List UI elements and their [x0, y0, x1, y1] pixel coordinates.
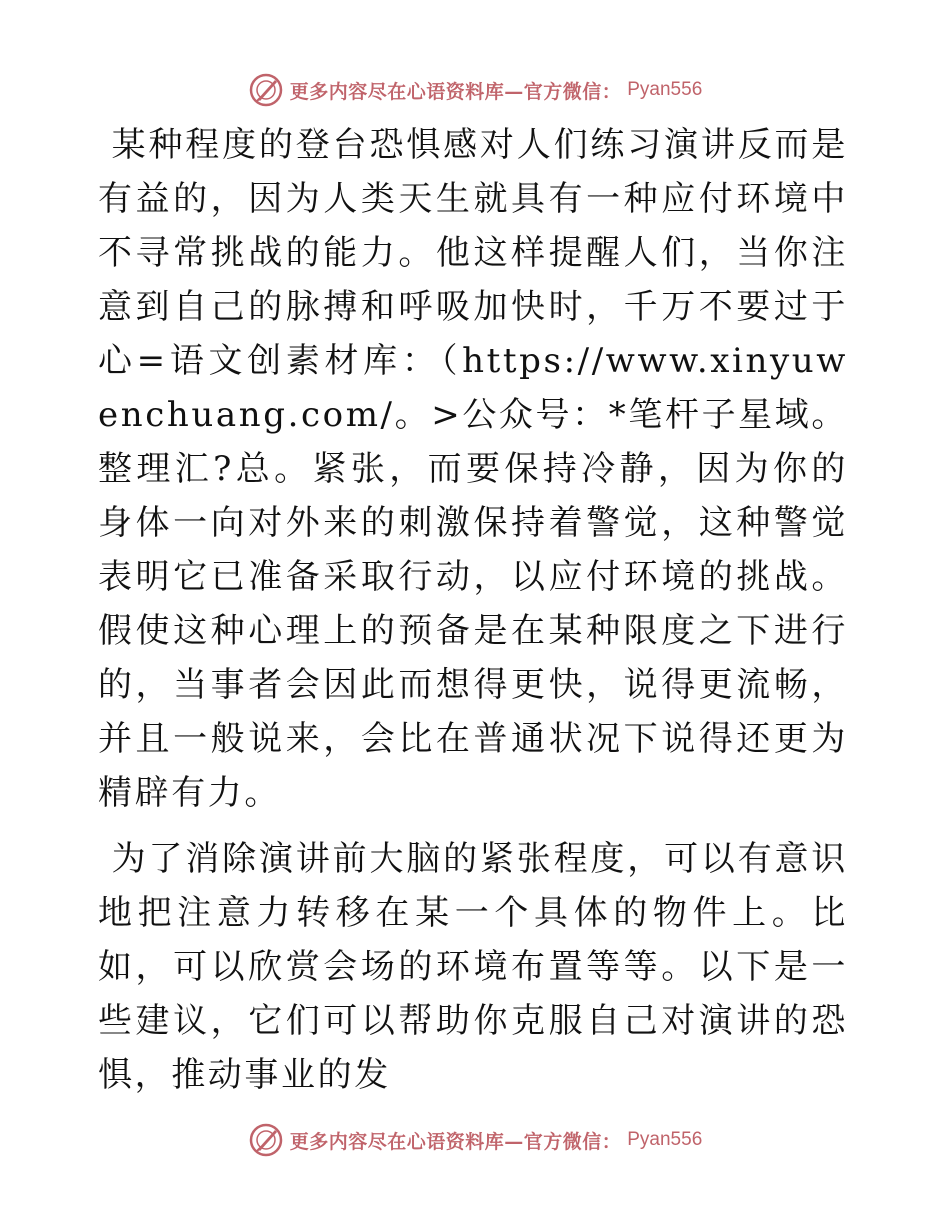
paragraph: 某种程度的登台恐惧感对人们练习演讲反而是有益的，因为人类天生就具有一种应付环境中不寻常挑战的能力。他这样提醒人们，当你注意到自己的脉搏和呼吸加快时，千万不要过于心=语文创素材库：（https://www.xinyuwenchuang.com/。>公众号：*笔杆子星域。整理汇?总。紧张，而要保持冷静，因为你的身体一向对外来的刺激保持着警觉，这种警觉表明它已准备采取行动，以应付环境的挑战。假使这种心理上的预备是在某种限度之下进行的，当事者会因此而想得更快，说得更流畅，并且一般说来，会比在普通状况下说得还更为精辟有力。: [98, 125, 848, 813]
quill-logo-icon: [248, 1122, 284, 1158]
header-banner-id: Pyan556: [627, 79, 703, 100]
quill-logo-icon: [248, 72, 284, 108]
header-banner: [0, 70, 950, 110]
footer-banner: [0, 1120, 950, 1160]
header-banner-text: 更多内容尽在心语资料库—官方微信：: [289, 80, 622, 103]
footer-banner-text: 更多内容尽在心语资料库—官方微信：: [289, 1130, 622, 1153]
document-body: [98, 118, 848, 1102]
paragraph: 为了消除演讲前大脑的紧张程度，可以有意识地把注意力转移在某一个具体的物件上。比如，可以欣赏会场的环境布置等等。以下是一些建议，它们可以帮助你克服自己对演讲的恐惧，推动事业的发: [98, 839, 848, 1095]
footer-banner-id: Pyan556: [627, 1129, 703, 1150]
